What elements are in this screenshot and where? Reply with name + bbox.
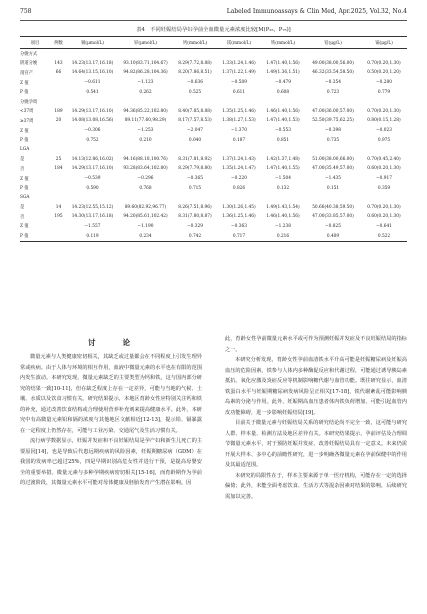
table-cell: Z 值 (20, 128, 29, 134)
table-cell: Z 值 (20, 224, 29, 230)
section-label: 分娩方式 (20, 51, 38, 57)
table-row (20, 212, 407, 222)
table-cell: 是 (20, 157, 25, 163)
table-cell: 1.30(1.26,1.45) (222, 204, 256, 210)
table-cell: 是 (20, 205, 25, 211)
table-row (20, 222, 407, 232)
body-paragraph: 微量元素与人类健康密切相关，其缺乏或过量都会在不同程度上引发生理异常或疾病。由于人体与环境的相互作用，血液中微量元素的水平也在有限的范围内发生波动。本研究发现，微量元素缺乏的主要类型为钙和铁，这与国内部分研究的结果一致[10-11]，但在缺乏程度上存在一定差异，可能与当地的气候、土壤、水质以及饮食习惯有关。研究结果提示，本地区育龄女性应特别关注钙和铁的补充，通过改善饮食结构或合理使用营养补充剂来提高健康水平。此外，本研究中有高微量元素铅和镉的浓度与其他地区文献相近[12-13]，提示铅、镉暴露在一定程度上仍然存在，可能与工业污染、交通尾气及生活习惯有关。 (20, 354, 202, 434)
table-cell: 1.42(1.37,1.48) (266, 156, 300, 162)
section-label: SGA (20, 195, 30, 201)
table-cell: 93.10(83.71,104.67) (123, 60, 168, 66)
table-row (20, 116, 407, 126)
table-cell: 94.20(85.61,102.42) (123, 214, 168, 220)
table-cell: 1.35(1.25,1.46) (222, 108, 256, 114)
table-cell: −1.190 (137, 223, 154, 229)
table-row (20, 174, 407, 184)
table-cell: 否 (20, 166, 25, 172)
table-cell (50, 222, 67, 232)
table-cell: 1.36(1.25,1.46) (222, 214, 256, 220)
column-header: 镁(mmol/L) (217, 37, 261, 49)
discussion-heading: 讨 论 (88, 338, 134, 347)
table-cell: 8.17(7.57,8.53) (178, 118, 212, 124)
table-cell: 0.60(0.20,1.30) (367, 214, 401, 220)
table-cell: 0.735 (326, 137, 340, 143)
table-cell: 0.742 (173, 231, 217, 241)
table-cell (50, 174, 67, 184)
table-cell: 94.82(86.28,104.36) (123, 70, 168, 76)
table-caption: 表4 不同妊娠结局孕妇孕前全血微量元素浓度比较[M(P₂₅，P₇₅)] (136, 27, 291, 33)
table-cell: 0.541 (86, 89, 99, 95)
table-cell: 1.33(1.24,1.46) (222, 60, 256, 66)
table-cell: 49.00(38.00,56.00) (312, 60, 354, 66)
table-cell: 0.975 (377, 137, 391, 143)
table-cell: 0.132 (276, 185, 290, 191)
table-cell: 0.779 (377, 89, 391, 95)
table-cell: 143 (54, 60, 63, 66)
section-label: 分娩孕周 (20, 99, 38, 105)
table-row (20, 203, 407, 213)
table-cell: 1.46(1.40,1.56) (266, 108, 300, 114)
table-cell: 8.29(7.72,8.88) (178, 60, 212, 66)
table-cell: <37周 (20, 109, 34, 115)
table-cell: 0.715 (188, 185, 202, 191)
table-cell: 50.66(40.38,59.50) (312, 204, 354, 210)
column-header: 例数 (50, 37, 67, 49)
table-cell: 46.32(33.54,58.50) (312, 70, 354, 76)
body-paragraph: 此，育龄女性孕前微量元素水平或可作为预测妊娠并发症及不良妊娠结局的指标之一。 (225, 336, 407, 353)
table-cell: 剖宫产 (20, 70, 33, 76)
table-cell: Z 值 (20, 176, 29, 182)
table-cell: 0.210 (139, 137, 152, 143)
table-cell: 1.47(1.40,1.55) (266, 166, 300, 172)
table-cell: Z 值 (20, 80, 29, 86)
table-cell: 1.47(1.40,1.53) (266, 118, 300, 124)
table-cell: 51.00(38.00,66.00) (312, 156, 354, 162)
table-row (20, 87, 407, 97)
table-cell: 0.70(0.20,1.30) (367, 108, 401, 114)
table-cell: 0.80(0.15,1.28) (367, 118, 401, 124)
table-cell: −0.306 (84, 128, 101, 134)
table-cell: P 值 (20, 90, 29, 96)
table-row (20, 107, 407, 117)
table-cell: 47.00(33.85,57.00) (312, 214, 354, 220)
column-header: 铁(mmol/L) (261, 37, 305, 49)
table-cell: 0.70(0.20,1.30) (367, 60, 401, 66)
table-cell: 0.187 (232, 137, 246, 143)
table-cell: 1.38(1.27,1.53) (222, 118, 256, 124)
table-cell: −0.280 (376, 80, 392, 86)
table-cell: −1.504 (275, 176, 291, 182)
table-cell: 14.23(13.17,16.18) (71, 60, 114, 66)
table-row (20, 231, 407, 241)
table-cell: 8.40(7.85,8.88) (178, 108, 212, 114)
table-cell: 0.608 (276, 89, 290, 95)
table-cell: −1.557 (84, 223, 101, 229)
table-cell: 0.522 (361, 231, 407, 241)
table-cell: 47.00(35.49,57.00) (312, 166, 354, 172)
table-row (20, 155, 407, 165)
table-cell: 52.50(39.75,62.25) (312, 118, 354, 124)
table-cell: 阴道分娩 (20, 61, 38, 67)
column-header: 镉(μg/L) (361, 37, 407, 49)
table-cell: −0.329 (187, 223, 203, 229)
table-cell: 89.60(82.92,96.77) (124, 204, 167, 210)
running-header (20, 8, 407, 20)
table-cell (50, 135, 67, 145)
table-cell: 8.26(7.51,8.96) (178, 204, 212, 210)
table-cell (50, 78, 67, 88)
table-cell: 189 (54, 108, 63, 114)
table-cell: 14.30(13.17,16.18) (71, 214, 114, 220)
table-cell: 1.37(1.24,1.43) (222, 156, 256, 162)
table-cell: 0.262 (139, 89, 152, 95)
table-cell: −0.509 (231, 80, 247, 86)
table-row (20, 59, 407, 69)
table-cell: 14.64(13.15,16.10) (71, 70, 114, 76)
body-paragraph: 本研究分析发现，育龄女性孕前血清铁水平升高可能是妊娠糖尿病及妊娠高血压的危险因素。铁参与人体内多种酶促反应和代谢过程，可能通过诱导胰岛素抵抗、氧化应激及炎症反应等机制影响糖代谢与血管功能。既往研究显示，血清铁蛋白水平与妊娠期糖尿病发病风险呈正相关[17-18]，铁代谢紊乱可能影响胰岛素的分泌与作用。此外，妊娠期高血压患者体内铁负荷增加，可能引起血管内皮功能障碍，进一步影响妊娠结局[19]。 (225, 357, 407, 416)
table-cell: 0.590 (86, 185, 99, 191)
table-row (20, 126, 407, 136)
column-header: 项目 (20, 37, 50, 49)
table-cell: −0.354 (325, 80, 341, 86)
table-cell: 1.47(1.40,1.56) (266, 60, 300, 66)
table-cell: −0.539 (84, 176, 101, 182)
table-header-row (20, 37, 407, 49)
table-cell: 0.234 (118, 231, 173, 241)
table-cell: 0.216 (261, 231, 305, 241)
right-text-column (225, 334, 407, 502)
table-row (20, 164, 407, 174)
table-cell: 8.29(7.79,8.80) (178, 166, 212, 172)
table-cell: −0.825 (325, 223, 341, 229)
column-header: 钙(mmol/L) (173, 37, 217, 49)
table-cell: 0.611 (232, 89, 246, 95)
table-cell: 0.60(0.20,1.30) (367, 166, 401, 172)
table-cell: 0.359 (377, 185, 391, 191)
table-cell: 0.717 (217, 231, 261, 241)
table-cell: −1.370 (231, 128, 247, 134)
table-cell: −0.398 (325, 128, 341, 134)
table-cell: 25 (55, 156, 62, 162)
body-paragraph: 目前关于微量元素与妊娠结局关系的研究结论尚不完全一致，这可能与研究人群、样本量、检测方法及地区差异有关。本研究结果提示，孕前评估及合理调节微量元素水平，对于预防妊娠并发症、改善妊娠结局具有一定意义。未来仍需开展大样本、多中心的前瞻性研究，进一步明确各微量元素在孕前保健中的作用及其最适范围。 (225, 420, 407, 468)
table-cell: 1.49(1.43,1.54) (266, 204, 300, 210)
table-row (20, 183, 407, 193)
table-cell: 8.31(7.80,8.87) (178, 214, 212, 220)
table-cell: 0.768 (139, 185, 152, 191)
table-section-row (20, 97, 407, 107)
table-cell: −0.641 (376, 223, 392, 229)
table-cell: −0.296 (137, 176, 154, 182)
body-paragraph: 本研究的局限性在于，样本主要来源于单一医疗机构，可能存在一定的选择偏倚；此外，未能全面考虑饮食、生活方式等混杂因素对结果的影响，后续研究需加以完善。 (225, 472, 407, 500)
table-cell: 0.409 (305, 231, 361, 241)
table-cell: 0.826 (232, 185, 246, 191)
table-cell: 14.13(12.86,16.02) (71, 156, 114, 162)
table-cell: 89.11(77.60,98.29) (124, 118, 167, 124)
page-number: 758 (20, 8, 32, 15)
table-cell: P 值 (20, 138, 29, 144)
body-paragraph: 流行病学数据显示，妊娠并发症和不良妊娠结局是孕产妇和新生儿死亡的主要原因[14]，也是导致后代患远期疾病的风险因素，妊娠期糖尿病（GDM）在我国的发病率已超过25%，四是早期识别高危女性并进行干预，是提高母婴安全的重要举措。微量元素与多种孕期疾病密切相关[15-16]，而育龄期作为孕前的过渡阶段，其微量元素水平可能对母体健康及胚胎发育产生潜在影响。因 (20, 438, 202, 486)
table-cell: −0.023 (376, 128, 392, 134)
table-cell: P 值 (20, 186, 29, 192)
table-cell: 93.28(83.64,102.80) (123, 166, 168, 172)
table-cell: −0.479 (275, 80, 291, 86)
table-cell: −0.363 (231, 223, 247, 229)
table-cell: 47.00(36.00,57.00) (312, 108, 354, 114)
table-cell: −0.636 (187, 80, 203, 86)
column-header: 铜(μmol/L) (67, 37, 118, 49)
table-cell: 0.723 (326, 89, 340, 95)
table-cell: 1.37(1.22,1.49) (222, 70, 256, 76)
table-section-row (20, 193, 407, 203)
table-section-row (20, 49, 407, 59)
table-cell: 14.08(13.08,16.56) (71, 118, 114, 124)
table-cell: 184 (54, 166, 63, 172)
table-cell: −0.220 (231, 176, 247, 182)
table-cell: −2.047 (187, 128, 203, 134)
table-cell: 否 (20, 214, 25, 220)
table-cell: 14.29(13.17,16.10) (71, 108, 114, 114)
table-cell: −1.123 (137, 80, 154, 86)
table-cell: 20 (55, 118, 62, 124)
data-table (20, 36, 407, 242)
table-section-row (20, 145, 407, 155)
section-label: LGA (20, 147, 30, 153)
column-header: 锌(μmol/L) (118, 37, 173, 49)
table-cell (50, 231, 67, 241)
table-cell: −0.611 (84, 80, 101, 86)
table-cell: 0.151 (326, 185, 340, 191)
table-cell: 0.040 (188, 137, 202, 143)
table-cell: 14.29(13.17,16.10) (71, 166, 114, 172)
table-cell: 0.525 (188, 89, 202, 95)
table-row (20, 68, 407, 78)
table-cell: −0.917 (376, 176, 392, 182)
table-cell: 1.46(1.40,1.56) (266, 214, 300, 220)
table-cell: 66 (55, 70, 62, 76)
table-cell (50, 126, 67, 136)
table-cell (50, 183, 67, 193)
table-cell: −0.365 (187, 176, 203, 182)
table-cell: 8.20(7.86,8.51) (178, 70, 212, 76)
table-cell: 0.752 (86, 137, 99, 143)
table-row (20, 135, 407, 145)
table-cell: 94.36(85.22,102.80) (123, 108, 168, 114)
table-cell: −1.435 (325, 176, 341, 182)
table-cell: 0.50(0.20,1.20) (367, 70, 401, 76)
column-header: 铅(μg/L) (305, 37, 361, 49)
table-cell: ≥37周 (20, 118, 34, 124)
table-cell: 195 (54, 214, 63, 220)
journal-header: Labeled Immunoassays & Clin Med, Apr.2025, Vol.32, No.4 (226, 8, 407, 15)
table-cell: 1.49(1.36,1.51) (266, 70, 300, 76)
header-rule (20, 20, 407, 21)
table-cell (50, 87, 67, 97)
table-cell: 0.70(0.45,2.40) (367, 156, 401, 162)
table-cell: −1.253 (137, 128, 154, 134)
table-cell: 0.119 (67, 231, 118, 241)
table-cell: 8.31(7.81,8.92) (178, 156, 212, 162)
table-cell: P 值 (20, 231, 50, 241)
table-cell: 1.35(1.24,1.47) (222, 166, 256, 172)
table-cell: 0.70(0.20,1.30) (367, 204, 401, 210)
table-cell: 14 (55, 204, 62, 210)
table-cell: −1.238 (275, 223, 291, 229)
table-cell: 14.23(12.55,15.12) (71, 204, 114, 210)
table-row (20, 78, 407, 88)
table-cell: −0.553 (275, 128, 291, 134)
table-cell: 94.16(88.18,100.76) (123, 156, 168, 162)
left-text-column (20, 334, 202, 489)
table-cell: 0.851 (276, 137, 290, 143)
